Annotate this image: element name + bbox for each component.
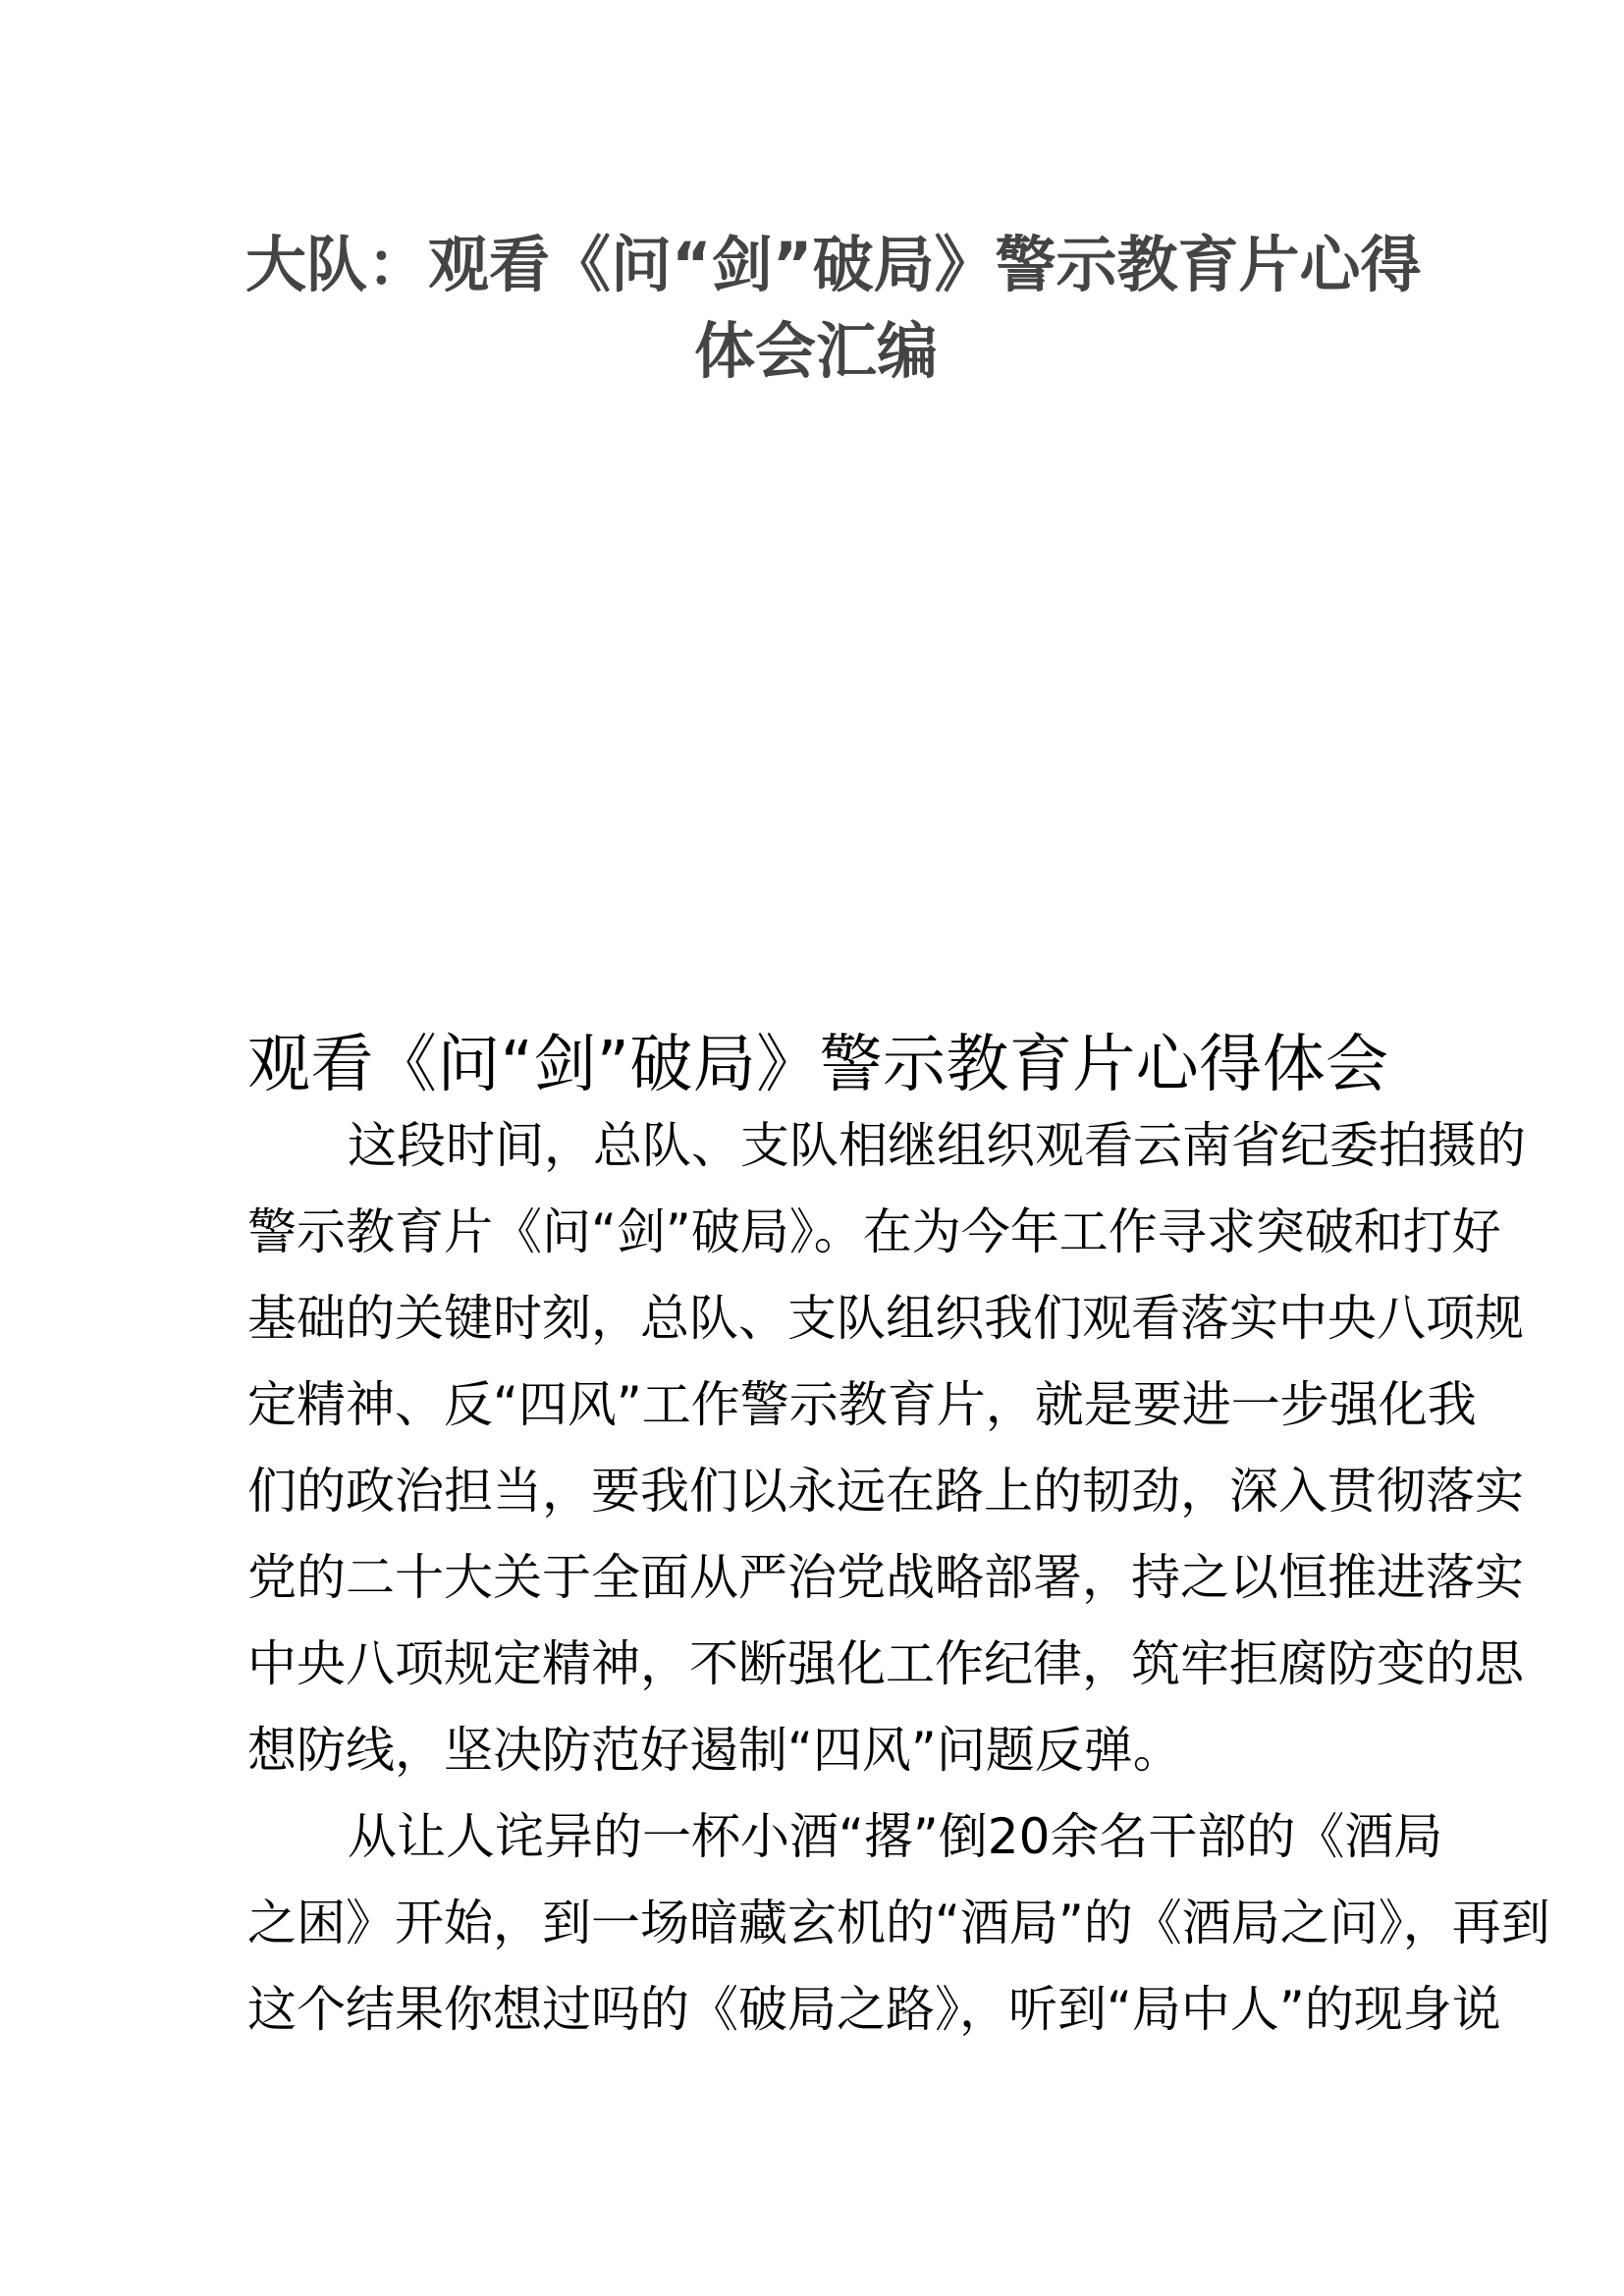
- paragraph-line: 中央八项规定精神，不断强化工作纪律，筑牢拒腐防变的思: [247, 1635, 1524, 1692]
- section-heading: 观看《问“剑”破局》警示教育片心得体会: [247, 1029, 1388, 1101]
- paragraph-line: 这个结果你想过吗的《破局之路》，听到“局中人”的现身说: [247, 1981, 1501, 2038]
- paragraph-line: 定精神、反“四风”工作警示教育片，就是要进一步强化我: [247, 1376, 1477, 1433]
- paragraph-line: 基础的关键时刻，总队、支队组织我们观看落实中央八项规: [247, 1290, 1524, 1347]
- document-title-line-1: 大队：观看《问“剑”破局》警示教育片心得: [245, 229, 1422, 300]
- paragraph-line: 这段时间，总队、支队相继组织观看云南省纪委拍摄的: [348, 1117, 1526, 1174]
- paragraph-line: 之困》开始，到一场暗藏玄机的“酒局”的《酒局之问》，再到: [247, 1895, 1550, 1951]
- paragraph-line: 警示教育片《问“剑”破局》。在为今年工作寻求突破和打好: [247, 1203, 1501, 1260]
- document-title-line-2: 体会汇编: [693, 315, 938, 387]
- paragraph-line: 们的政治担当，要我们以永远在路上的韧劲，深入贯彻落实: [247, 1463, 1524, 1520]
- paragraph-line: 党的二十大关于全面从严治党战略部署，持之以恒推进落实: [247, 1549, 1524, 1606]
- paragraph-line: 想防线，坚决防范好遏制“四风”问题反弹。: [247, 1722, 1182, 1779]
- paragraph-line: 从让人诧异的一杯小酒“撂”倒20余名干部的《酒局: [348, 1808, 1443, 1865]
